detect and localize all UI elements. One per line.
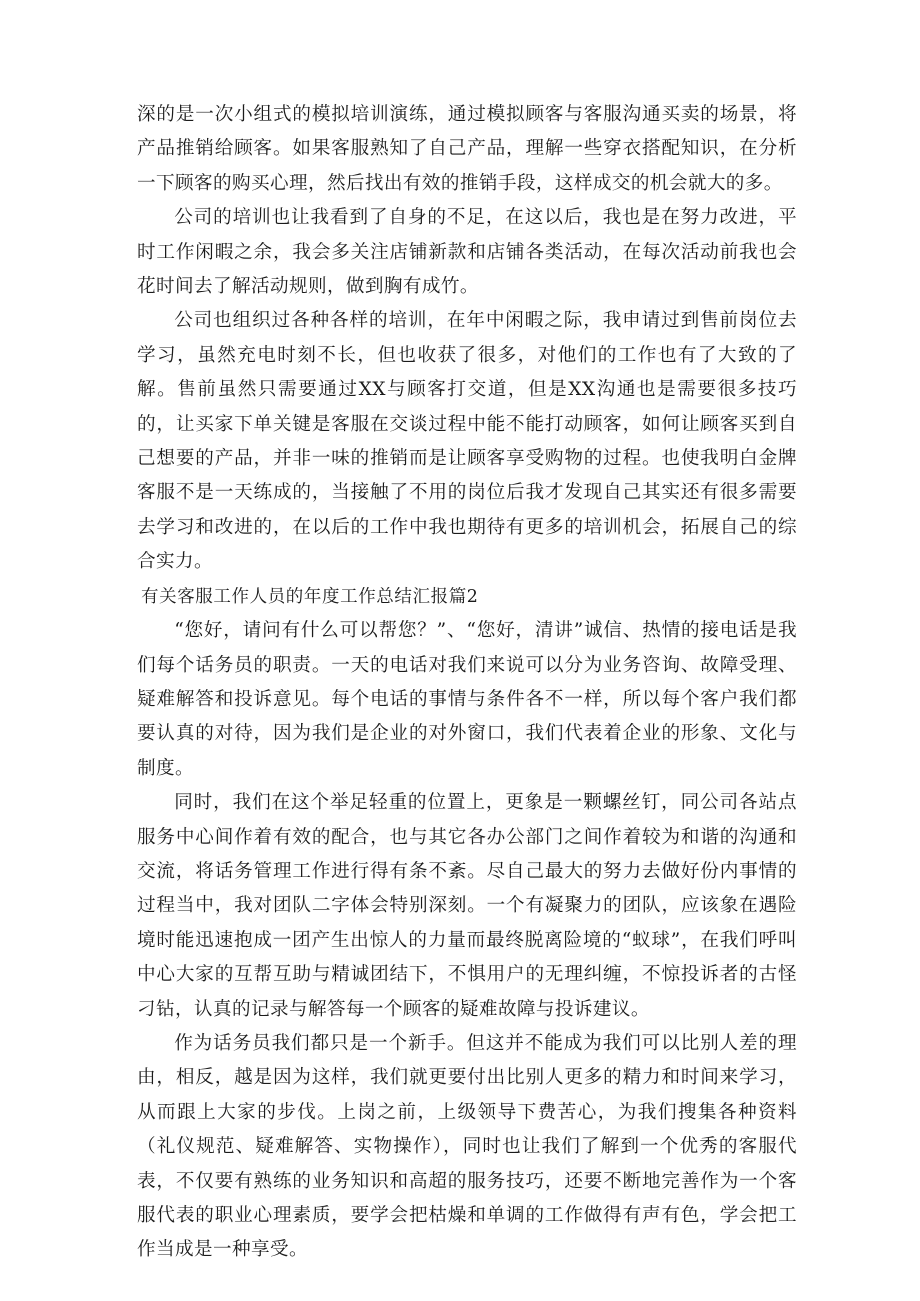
section-heading: 有关客服工作人员的年度工作总结汇报篇2: [141, 586, 479, 607]
paragraph-training-shortcomings: 公司的培训也让我看到了自身的不足，在这以后，我也是在努力改进，平时工作闲暇之余，我会多关注店铺新款和店铺各类活动，在每次活动前我也会花时间去了解活动规则，做到胸有成竹。: [137, 207, 797, 298]
document-page: [137, 98, 797, 1268]
paragraph-phone-greeting: “您好，请问有什么可以帮您？”、“您好，清讲”诚信、热情的接电话是我们每个话务员的职责。一天的电话对我们来说可以分为业务咨询、故障受理、疑难解答和投诉意见。每个电话的事情与条件各不一样，所以每个客户我们都要认真的对待，因为我们是企业的对外窗口，我们代表着企业的形象、文化与制度。: [137, 620, 797, 779]
paragraph-newcomer-learning: 作为话务员我们都只是一个新手。但这并不能成为我们可以比别人差的理由，相反，越是因为这样，我们就更要付出比别人更多的精力和时间来学习，从而跟上大家的步伐。上岗之前，上级领导下费苦心，为我们搜集各种资料（礼仪规范、疑难解答、实物操作），同时也让我们了解到一个优秀的客服代表，不仅要有熟练的业务知识和高超的服务技巧，还要不断地完善作为一个客服代表的职业心理素质，要学会把枯燥和单调的工作做得有声有色，学会把工作当成是一种享受。: [137, 1032, 797, 1261]
paragraph-presales-training: 公司也组织过各种各样的培训，在年中闲暇之际，我申请过到售前岗位去学习，虽然充电时刻不长，但也收获了很多，对他们的工作也有了大致的了解。售前虽然只需要通过XX与顾客打交道，但是XX沟通也是需要很多技巧的，让买家下单关键是客服在交谈过程中能不能打动顾客，如何让顾客买到自己想要的产品，并非一味的推销而是让顾客享受购物的过程。也使我明白金牌客服不是一天练成的，当接触了不用的岗位后我才发现自己其实还有很多需要去学习和改进的，在以后的工作中我也期待有更多的培训机会，拓展自己的综合实力。: [137, 310, 797, 573]
paragraph-continued: 深的是一次小组式的模拟培训演练，通过模拟顾客与客服沟通买卖的场景，将产品推销给顾客。如果客服熟知了自己产品，理解一些穿衣搭配知识，在分析一下顾客的购买心理，然后找出有效的推销手段，这样成交的机会就大的多。: [137, 104, 797, 194]
paragraph-teamwork: 同时，我们在这个举足轻重的位置上，更象是一颗螺丝钉，同公司各站点服务中心间作着有效的配合，也与其它各办公部门之间作着较为和谐的沟通和交流，将话务管理工作进行得有条不紊。尽自己最大的努力去做好份内事情的过程当中，我对团队二字体会特别深刻。一个有凝聚力的团队，应该象在遇险境时能迅速抱成一团产生出惊人的力量而最终脱离险境的“蚁球”，在我们呼叫中心大家的互帮互助与精诚团结下，不惧用户的无理纠缠，不惊投诉者的古怪刁钻，认真的记录与解答每一个顾客的疑难故障与投诉建议。: [137, 792, 797, 1020]
